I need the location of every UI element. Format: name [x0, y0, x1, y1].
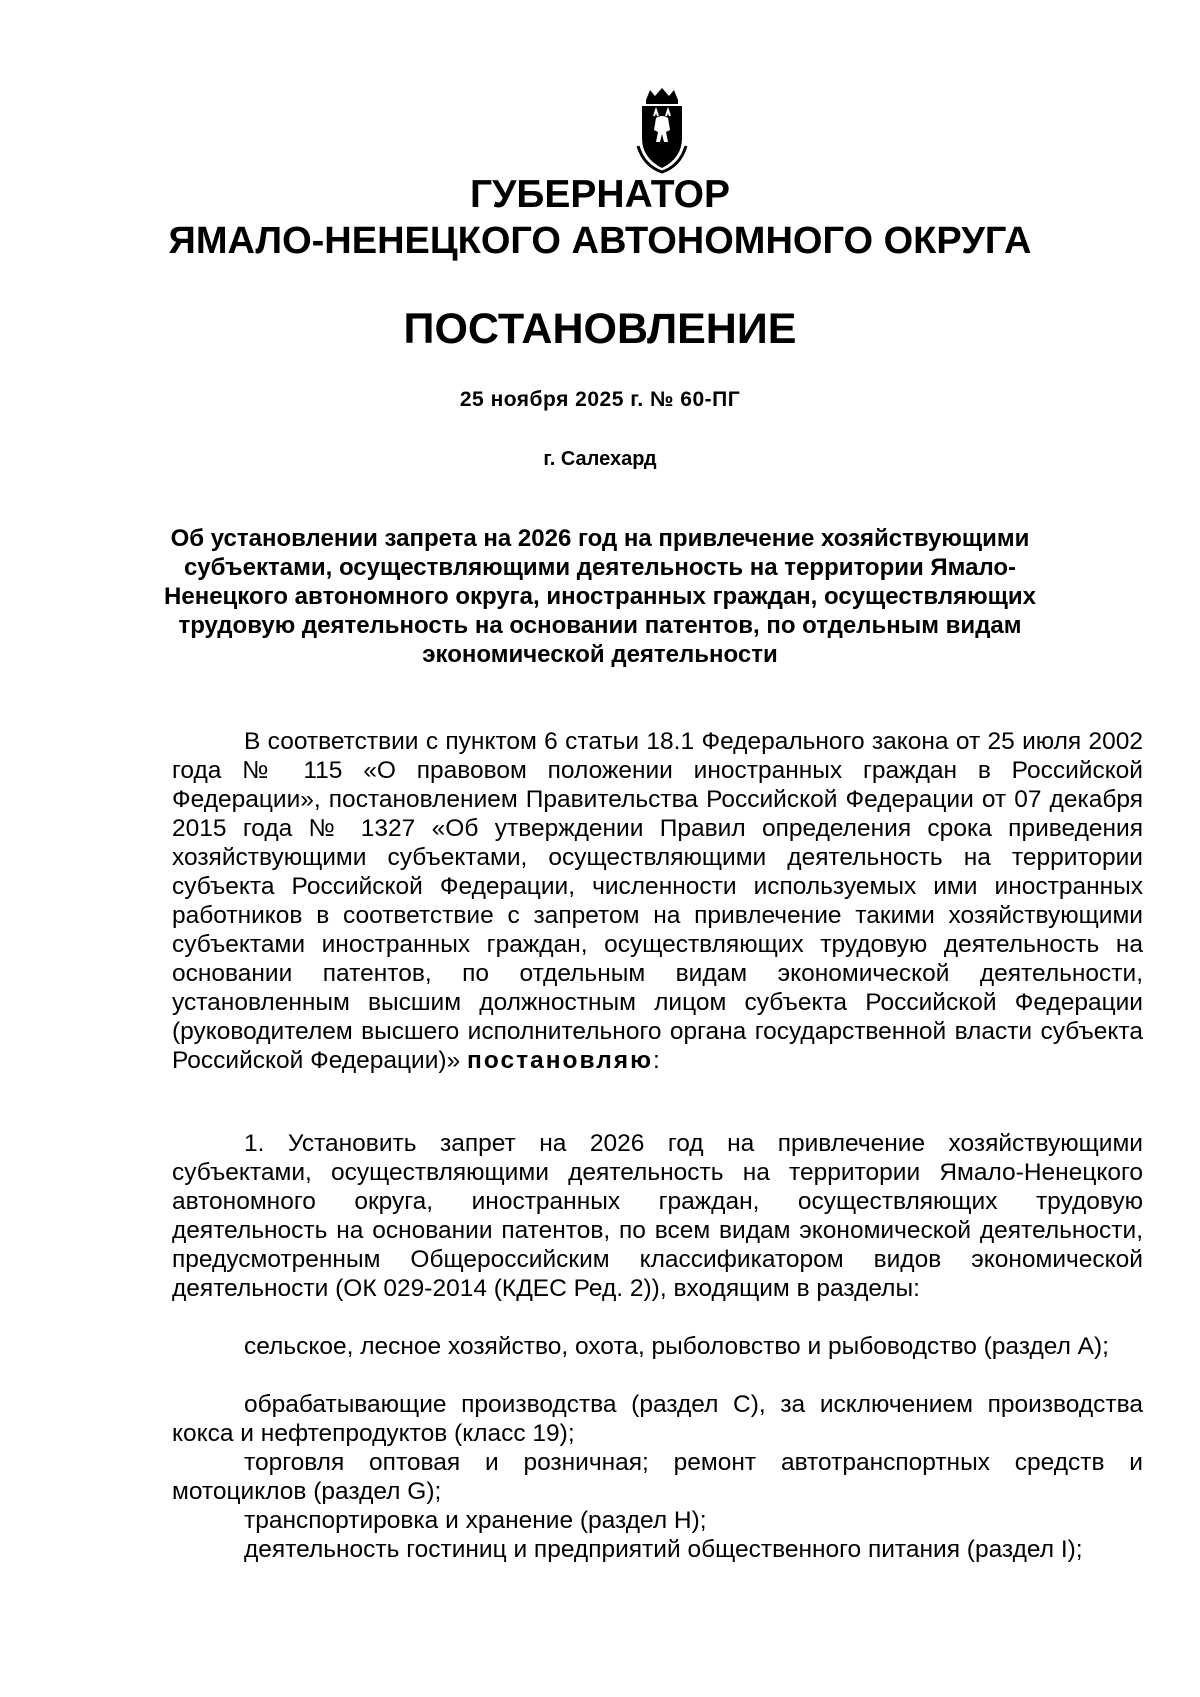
document-subject: Об установлении запрета на 2026 год на привлечение хозяйствующими субъектами, осуществляющими деятельность на территории Ямало-Ненецкого автономного округа, иностранных граждан, осуществляющих трудовую деятельность на основании патентов, по отдельным видам экономической деятельности [164, 525, 1036, 668]
preamble-text: В соответствии с пунктом 6 статьи 18.1 Федерального закона от 25 июля 2002 года № 115 «О правовом положении иностранных граждан в Российской Федерации», постановлением Правительства Российской Федерации от 07 декабря 2015 года № 1327 «Об утверждении Правил определения срока приведения хозяйствующими субъектами, осуществляющими деятельность на территории субъекта Российской Федерации, численности используемых ими иностранных работников в соответствие с запретом на привлечение такими хозяйствующими субъектами иностранных граждан, осуществляющих трудовую деятельность на основании патентов, по отдельным видам экономической деятельности, установленным высшим должностным лицом субъекта Российской Федерации (руководителем высшего исполнительного органа государственной власти субъекта Российской Федерации)» [172, 728, 1143, 1074]
list-item: транспортировка и хранение (раздел H); [244, 1507, 707, 1534]
list-item: деятельность гостиниц и предприятий общественного питания (раздел I); [244, 1536, 1083, 1563]
list-item: сельское, лесное хозяйство, охота, рыболовство и рыбоводство (раздел A); [244, 1333, 1109, 1360]
preamble-paragraph [172, 727, 1143, 1075]
decree-punct: : [653, 1047, 660, 1074]
list-item: обрабатывающие производства (раздел C), за исключением производства кокса и нефтепродуктов (класс 19); [172, 1391, 1143, 1447]
governor-title: ГУБЕРНАТОР [469, 173, 730, 216]
coat-of-arms-icon [632, 86, 692, 176]
region-title: ЯМАЛО-НЕНЕЦКОГО АВТОНОМНОГО ОКРУГА [168, 220, 1032, 262]
list-item: торговля оптовая и розничная; ремонт автотранспортных средств и мотоциклов (раздел G); [172, 1449, 1143, 1505]
document-type: ПОСТАНОВЛЕНИЕ [403, 305, 797, 353]
document-city: г. Салехард [543, 448, 657, 470]
decree-word: постановляю [467, 1047, 653, 1074]
clause-1-paragraph: 1. Установить запрет на 2026 год на привлечение хозяйствующими субъектами, осуществляющими деятельность на территории Ямало-Ненецкого автономного округа, иностранных граждан, осуществляющих трудовую деятельность на основании патентов, по всем видам экономической деятельности, предусмотренным Общероссийским классификатором видов экономической деятельности (ОК 029-2014 (КДЕС Ред. 2)), входящим в разделы: [172, 1130, 1143, 1302]
document-date-number: 25 ноября 2025 г. № 60-ПГ [459, 388, 741, 411]
